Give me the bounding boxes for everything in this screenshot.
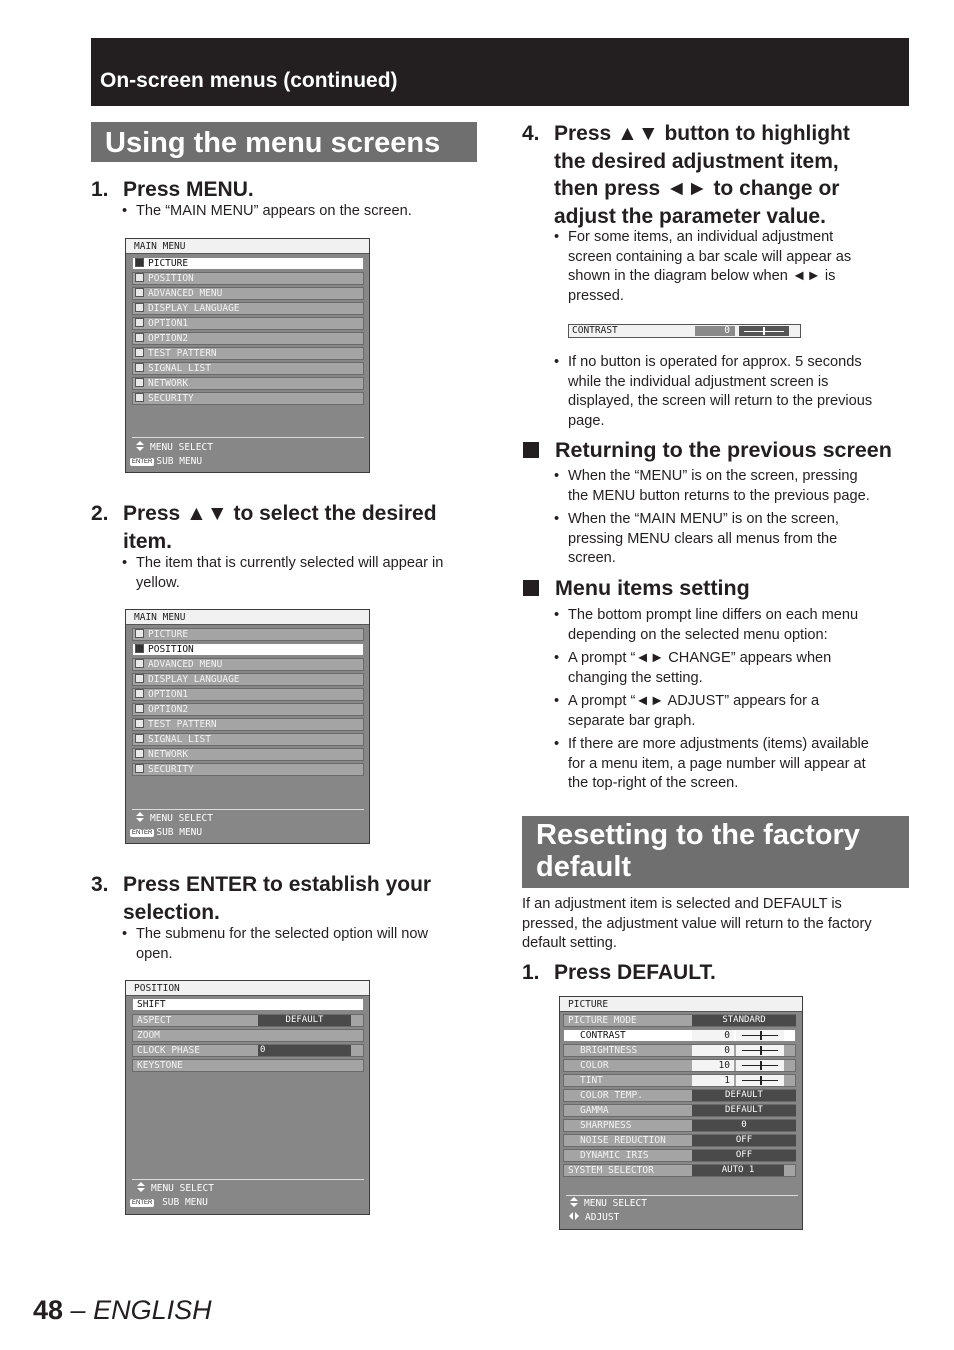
picture-icon [135,629,144,638]
clock-phase-value: 0 [258,1045,351,1056]
bullet-menu-clears: • When the “MAIN MENU” is on the screen, pressing MENU clears all menus from the screen. [554,511,839,566]
bullet-page-number: • If there are more adjustments (items) available for a menu item, a page number will appear at the top-right of the screen. [554,736,869,791]
aspect-value: DEFAULT [258,1015,351,1026]
osd-footer-adjust: ADJUST [569,1212,619,1224]
signal-list-icon [135,734,144,743]
osd-title: POSITION [126,981,369,996]
menu-item-option1: OPTION1 [132,688,364,701]
page-footer [33,1294,212,1326]
osd-footer-select: MENU SELECT [137,1182,214,1195]
header-title: On-screen menus (continued) [100,69,398,92]
position-item-keystone: KEYSTONE [132,1059,364,1072]
bullet-bar-scale: • For some items, an individual adjustment screen containing a bar scale will appear as shown in the diagram below when ◄► is pressed. [554,229,852,304]
subhead-menu-items-setting: Menu items setting [523,575,909,603]
contrast-adjust-bar [568,324,801,338]
menu-item-option1: OPTION1 [132,317,364,330]
menu-item-option2: OPTION2 [132,703,364,716]
picture-row-label: BRIGHTNESS [580,1045,638,1056]
section-title-using-menu [91,122,477,162]
position-item-aspect: ASPECT [132,1014,364,1027]
signal-list-icon [135,363,144,372]
globe-icon [135,674,144,683]
step-number: 1. [91,178,109,201]
menu-item-signal-list: SIGNAL LIST [132,733,364,746]
menu-item-test-pattern: TEST PATTERN [132,718,364,731]
osd-divider [132,809,364,810]
up-down-arrow-icon [136,812,144,822]
option-icon [135,318,144,327]
osd-divider [132,437,364,438]
step-text-line2: selection. [123,901,220,924]
picture-row-label: CONTRAST [580,1030,626,1041]
position-item-clock-phase: CLOCK PHASE [132,1044,364,1057]
menu-item-picture: PICTURE [132,257,364,270]
picture-row-label: NOISE REDUCTION [580,1135,666,1146]
picture-row-slider [736,1045,784,1056]
bullet-change-prompt: • A prompt “◄► CHANGE” appears when changing the setting. [554,650,832,686]
menu-item-display-language: DISPLAY LANGUAGE [132,673,364,686]
picture-row-value: OFF [692,1135,796,1146]
menu-item-position: POSITION [132,643,364,656]
left-right-arrow-icon [569,1212,579,1220]
key-icon [135,393,144,402]
menu-item-test-pattern: TEST PATTERN [132,347,364,360]
page-language: – ENGLISH [63,1295,212,1325]
bullet-text-line2: open. [136,945,173,962]
bullet-main-menu-appears: • The “MAIN MENU” appears on the screen. [122,202,477,222]
menu-item-signal-list: SIGNAL LIST [132,362,364,375]
picture-row-value: AUTO 1 [692,1165,784,1176]
enter-icon: ENTER [132,459,153,465]
menu-item-position: POSITION [132,272,364,285]
step-text: Press MENU. [123,178,254,201]
test-pattern-icon [135,348,144,357]
globe-icon [135,303,144,312]
option-icon [135,333,144,342]
bullet-submenu-opens: • The submenu for the selected option will now open. [122,925,482,965]
position-icon [135,273,144,282]
picture-row-value: 0 [692,1045,734,1056]
picture-row-label: GAMMA [580,1105,609,1116]
position-icon [135,644,144,653]
picture-row-label: PICTURE MODE [568,1015,637,1026]
step-press-default [522,959,908,987]
menu-item-network: NETWORK [132,377,364,390]
up-down-arrow-icon [136,441,144,451]
page-number: 48 [33,1295,64,1325]
osd-title: PICTURE [560,997,802,1012]
picture-row-label: SYSTEM SELECTOR [568,1165,654,1176]
osd-footer-select: MENU SELECT [570,1197,647,1210]
picture-row-value: STANDARD [692,1015,796,1026]
bullet-text-line2: yellow. [136,574,180,591]
subhead-returning: Returning to the previous screen [523,437,909,465]
menu-item-picture: PICTURE [132,628,364,641]
section-title-resetting [522,816,909,888]
option-icon [135,689,144,698]
picture-row-value: OFF [692,1150,796,1161]
key-icon [135,764,144,773]
picture-row-slider [736,1030,784,1041]
step-text-line1: Press ▲▼ button to highlight [554,122,850,145]
step-number: 4. [522,122,540,145]
reset-description: If an adjustment item is selected and DEFAULT is pressed, the adjustment value will return to the factory default setting. [522,896,872,951]
enter-icon: ENTER [132,1200,153,1206]
picture-row-label: SHARPNESS [580,1120,632,1131]
picture-row-value: DEFAULT [692,1090,796,1101]
menu-item-option2: OPTION2 [132,332,364,345]
osd-footer-select: MENU SELECT [136,812,213,825]
step-1-press-menu [91,176,477,204]
picture-row-slider [736,1060,784,1071]
option-icon [135,704,144,713]
step-4-highlight-adjust [522,120,912,232]
picture-row-slider [736,1075,784,1086]
bullet-prompt-line: • The bottom prompt line differs on each menu depending on the selected menu option: [554,607,859,643]
step-text-line2: the desired adjustment item, [554,149,839,173]
square-bullet-icon [523,442,539,458]
osd-footer-select: MENU SELECT [136,441,213,454]
picture-row-label: COLOR TEMP. [580,1090,643,1101]
step-text-line2: item. [123,530,173,553]
osd-title: MAIN MENU [126,239,369,254]
contrast-slider [739,326,789,336]
bullet-selected-yellow: • The item that is currently selected will appear in yellow. [122,554,482,594]
menu-item-advanced-menu: ADVANCED MENU [132,287,364,300]
step-number: 3. [91,873,109,896]
menu-item-advanced-menu: ADVANCED MENU [132,658,364,671]
osd-footer-sub: ENTER SUB MENU [132,1197,208,1208]
test-pattern-icon [135,719,144,728]
picture-row-value: 0 [692,1030,734,1041]
picture-icon [135,258,144,267]
network-icon [135,378,144,387]
contrast-value: 0 [695,326,735,336]
menu-item-network: NETWORK [132,748,364,761]
osd-divider [566,1195,798,1196]
bullet-adjust-prompt: • A prompt “◄► ADJUST” appears for a separate bar graph. [554,693,820,729]
enter-icon: ENTER [132,830,153,836]
bullet-timeout-return: • If no button is operated for approx. 5 seconds while the individual adjustment screen is displayed, the screen will return to the previous page. [554,354,873,429]
osd-footer-sub: ENTER SUB MENU [132,456,203,467]
menu-item-security: SECURITY [132,763,364,776]
bullet-text-line1: The submenu for the selected option will now [136,926,429,942]
bullet-text-line1: The item that is currently selected will appear in [136,555,444,571]
position-item-shift: SHIFT [132,998,364,1011]
advanced-menu-icon [135,659,144,668]
picture-row-label: COLOR [580,1060,609,1071]
network-icon [135,749,144,758]
up-down-arrow-icon [137,1182,145,1192]
picture-row-value: 0 [692,1120,796,1131]
picture-row-value: 1 [692,1075,734,1086]
picture-row-label: TINT [580,1075,603,1086]
step-text-line4: adjust the parameter value. [554,204,826,228]
step-2-select-item [91,500,477,556]
step-text-line1: Press ENTER to establish your [123,873,432,896]
menu-item-display-language: DISPLAY LANGUAGE [132,302,364,315]
picture-row-label: DYNAMIC IRIS [580,1150,649,1161]
main-menu-screenshot-2 [125,609,370,844]
section-title-text: Using the menu screens [105,127,441,159]
osd-title: MAIN MENU [126,610,369,625]
position-item-zoom: ZOOM [132,1029,364,1042]
main-menu-screenshot-1 [125,238,370,473]
step-number: 1. [522,961,540,984]
advanced-menu-icon [135,288,144,297]
picture-menu-screenshot [559,996,803,1230]
step-text-line3: then press ◄► to change or [554,177,840,200]
osd-divider [132,1179,364,1180]
picture-row-value: DEFAULT [692,1105,796,1116]
step-text: Press DEFAULT. [554,961,716,984]
up-down-arrow-icon [570,1197,578,1207]
step-text-line1: Press ▲▼ to select the desired [123,502,437,525]
osd-footer-sub: ENTER SUB MENU [132,827,203,838]
position-menu-screenshot [125,980,370,1215]
section-title-line2: default [536,851,632,883]
bullet-text: The “MAIN MENU” appears on the screen. [136,203,412,219]
square-bullet-icon [523,580,539,596]
section-title-line1: Resetting to the factory [536,819,860,851]
bullet-menu-returns: • When the “MENU” is on the screen, pressing the MENU button returns to the previous page. [554,468,870,504]
picture-row-value: 10 [692,1060,734,1071]
menu-item-security: SECURITY [132,392,364,405]
header-bar [91,38,909,106]
step-number: 2. [91,502,109,525]
contrast-label: CONTRAST [572,325,618,336]
step-3-press-enter [91,871,477,927]
